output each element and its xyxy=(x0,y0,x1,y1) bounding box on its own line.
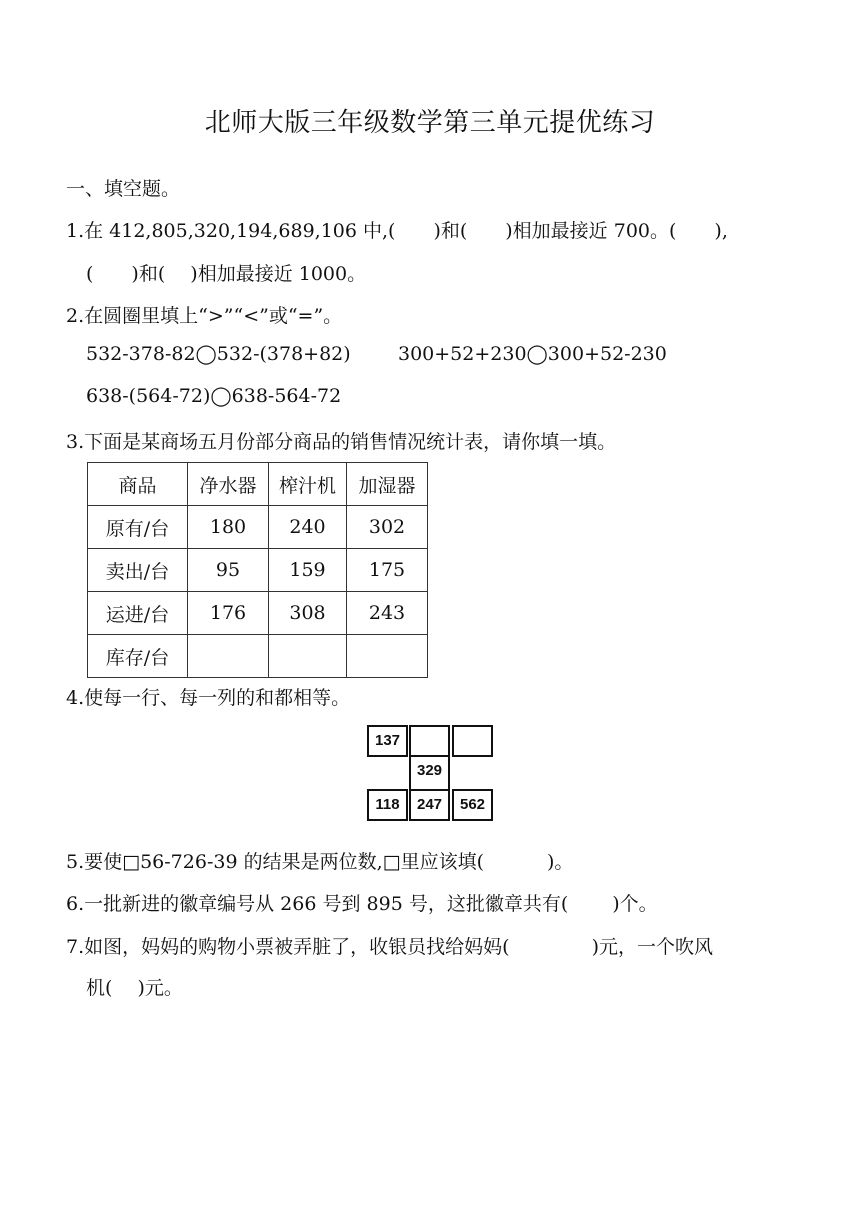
table-cell: 卖出/台 xyxy=(88,549,188,592)
table-row xyxy=(88,592,428,635)
table-cell: 176 xyxy=(188,592,269,635)
question-2-prompt: 2.在圆圈里填上“>”“<”或“=”。 xyxy=(66,305,343,327)
table-row xyxy=(88,506,428,549)
grid-cell: 118 xyxy=(367,789,408,821)
question-2-expression-1: 532-378-82◯532-(378+82) xyxy=(86,343,351,365)
page-title: 北师大版三年级数学第三单元提优练习 xyxy=(204,108,656,138)
question-2-expression-3: 638-(564-72)◯638-564-72 xyxy=(86,385,342,407)
question-7-line-1: 7.如图，妈妈的购物小票被弄脏了，收银员找给妈妈( )元，一个吹风 xyxy=(66,936,713,958)
table-header-cell: 净水器 xyxy=(188,463,269,506)
grid-cell: 137 xyxy=(367,725,408,757)
question-6: 6.一批新进的徽章编号从 266 号到 895 号，这批徽章共有( )个。 xyxy=(66,893,658,915)
question-7-line-2: 机( )元。 xyxy=(86,977,183,999)
table-answer-cell xyxy=(347,635,428,678)
question-5: 5.要使□56-726-39 的结果是两位数,□里应该填( )。 xyxy=(66,851,574,873)
question-1-line-2: ( )和( )相加最接近 1000。 xyxy=(86,263,367,285)
table-header-cell: 加湿器 xyxy=(347,463,428,506)
grid-cell: 329 xyxy=(409,757,450,789)
table-cell: 库存/台 xyxy=(88,635,188,678)
magic-sum-grid xyxy=(367,725,495,825)
table-cell: 95 xyxy=(188,549,269,592)
table-cell: 175 xyxy=(347,549,428,592)
grid-cell: 247 xyxy=(409,789,450,821)
table-cell: 308 xyxy=(269,592,347,635)
question-1-line-1: 1.在 412,805,320,194,689,106 中,( )和( )相加最接近 700。( ), xyxy=(66,220,728,242)
table-cell: 180 xyxy=(188,506,269,549)
table-cell: 302 xyxy=(347,506,428,549)
table-row xyxy=(88,635,428,678)
table-answer-cell xyxy=(269,635,347,678)
table-header-cell: 榨汁机 xyxy=(269,463,347,506)
grid-blank-cell xyxy=(409,725,450,757)
question-4-prompt: 4.使每一行、每一列的和都相等。 xyxy=(66,687,351,709)
grid-blank-cell xyxy=(452,725,493,757)
grid-cell: 562 xyxy=(452,789,493,821)
table-cell: 运进/台 xyxy=(88,592,188,635)
table-cell: 243 xyxy=(347,592,428,635)
table-cell: 240 xyxy=(269,506,347,549)
table-row xyxy=(88,549,428,592)
question-2-expression-2: 300+52+230◯300+52-230 xyxy=(398,343,667,365)
table-answer-cell xyxy=(188,635,269,678)
question-3-prompt: 3.下面是某商场五月份部分商品的销售情况统计表，请你填一填。 xyxy=(66,431,617,453)
sales-table xyxy=(87,462,428,678)
table-header-row xyxy=(88,463,428,506)
table-cell: 原有/台 xyxy=(88,506,188,549)
table-header-cell: 商品 xyxy=(88,463,188,506)
section-heading: 一、填空题。 xyxy=(66,178,181,200)
table-cell: 159 xyxy=(269,549,347,592)
